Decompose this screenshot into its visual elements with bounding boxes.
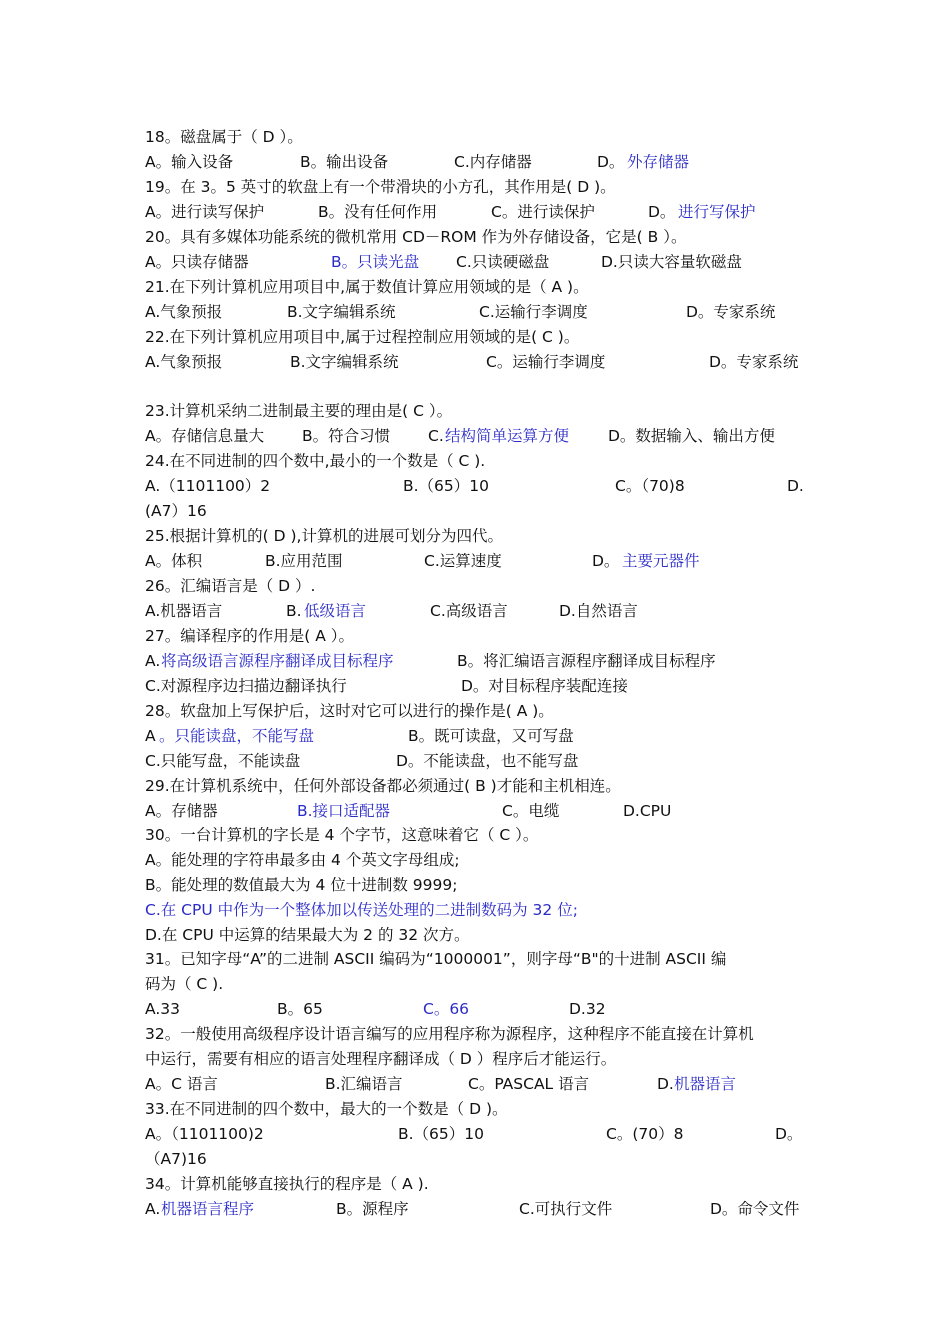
answer-highlight: 低级语言 <box>304 602 367 620</box>
answer-highlight: 机器语言程序 <box>161 1200 255 1218</box>
text-segment: 24.在不同进制的四个数中,最小的一个数是（ C ). <box>145 452 486 470</box>
text-segment: D。 <box>648 203 676 221</box>
text-segment: D.在 CPU 中运算的结果最大为 2 的 32 次方。 <box>145 926 470 944</box>
text-segment: D。专家系统 <box>686 303 776 321</box>
text-segment: C. <box>428 427 444 445</box>
text-segment: D。 <box>775 1125 803 1143</box>
answer-highlight: C。66 <box>423 1000 470 1018</box>
answer-highlight: B.接口适配器 <box>297 802 391 820</box>
text-segment: A。能处理的字符串最多由 4 个英文字母组成; <box>145 851 460 869</box>
text-segment: 27。编译程序的作用是( A ）。 <box>145 627 354 645</box>
text-segment: 30。一台计算机的字长是 4 个字节，这意味着它（ C ）。 <box>145 826 539 844</box>
text-segment: B。能处理的数值最大为 4 位十进制数 9999; <box>145 876 458 894</box>
text-segment: A。存储器 <box>145 802 218 820</box>
text-segment: C。(70）8 <box>606 1125 684 1143</box>
text-segment: B. <box>286 602 302 620</box>
text-segment: A。体积 <box>145 552 203 570</box>
text-segment: D.只读大容量软磁盘 <box>601 253 742 271</box>
text-segment: 33.在不同进制的四个数中，最大的一个数是（ D )。 <box>145 1100 508 1118</box>
answer-highlight: B。只读光盘 <box>331 253 420 271</box>
answer-highlight: 将高级语言源程序翻译成目标程序 <box>161 652 394 670</box>
text-segment: A。存储信息量大 <box>145 427 265 445</box>
text-segment: C.对源程序边扫描边翻译执行 <box>145 677 347 695</box>
text-segment: 22.在下列计算机应用项目中,属于过程控制应用领域的是( C )。 <box>145 328 580 346</box>
answer-highlight: 外存储器 <box>627 153 690 171</box>
text-segment: C。（70)8 <box>615 477 685 495</box>
text-segment: 21.在下列计算机应用项目中,属于数值计算应用领域的是（ A )。 <box>145 278 589 296</box>
text-segment: A <box>145 727 156 745</box>
text-segment: C.运输行李调度 <box>479 303 588 321</box>
text-segment: A。输入设备 <box>145 153 234 171</box>
text-segment: B.（65）10 <box>398 1125 485 1143</box>
text-segment: D.32 <box>569 1000 606 1018</box>
text-segment: 31。已知字母“A”的二进制 ASCII 编码为“1000001”，则字母“B"的十进制 ASCII 编 <box>145 950 727 968</box>
text-segment: 中运行，需要有相应的语言处理程序翻译成（ D ）程序后才能运行。 <box>145 1050 617 1068</box>
text-segment: B.文字编辑系统 <box>287 303 396 321</box>
text-segment: 20。具有多媒体功能系统的微机常用 CD－ROM 作为外存储设备，它是( B ）。 <box>145 228 687 246</box>
text-segment: B。符合习惯 <box>302 427 391 445</box>
text-segment: D. <box>657 1075 674 1093</box>
text-segment: C。PASCAL 语言 <box>468 1075 590 1093</box>
text-segment: C.运算速度 <box>424 552 502 570</box>
text-segment: D。命令文件 <box>710 1200 800 1218</box>
answer-highlight: 主要元器件 <box>622 552 700 570</box>
text-segment: A.（1101100）2 <box>145 477 271 495</box>
text-segment: C。电缆 <box>502 802 560 820</box>
text-segment: C。运输行李调度 <box>486 353 606 371</box>
text-segment: 32。一般使用高级程序设计语言编写的应用程序称为源程序，这种程序不能直接在计算机 <box>145 1025 754 1043</box>
text-segment: D。对目标程序装配连接 <box>461 677 628 695</box>
text-segment: (A7）16 <box>145 502 207 520</box>
text-segment: A.气象预报 <box>145 353 223 371</box>
text-segment: C.内存储器 <box>454 153 532 171</box>
text-segment: B.应用范围 <box>265 552 343 570</box>
text-segment: D。 <box>592 552 620 570</box>
text-segment: A。（1101100)2 <box>145 1125 264 1143</box>
text-segment: （A7)16 <box>145 1150 207 1168</box>
answer-highlight: 机器语言 <box>674 1075 737 1093</box>
text-segment: B。将汇编语言源程序翻译成目标程序 <box>457 652 716 670</box>
text-segment: D。数据输入、输出方便 <box>608 427 775 445</box>
answer-highlight: C.在 CPU 中作为一个整体加以传送处理的二进制数码为 32 位; <box>145 901 578 919</box>
text-segment: A。进行读写保护 <box>145 203 265 221</box>
text-segment: B。65 <box>277 1000 323 1018</box>
text-segment: 25.根据计算机的( D ),计算机的进展可划分为四代。 <box>145 527 503 545</box>
text-segment: 18。磁盘属于（ D ）。 <box>145 128 303 146</box>
text-segment: B.（65）10 <box>403 477 490 495</box>
text-segment: A。只读存储器 <box>145 253 249 271</box>
text-segment: A.机器语言 <box>145 602 223 620</box>
text-segment: A. <box>145 1200 161 1218</box>
text-segment: C.只读硬磁盘 <box>456 253 550 271</box>
text-segment: D. <box>787 477 804 495</box>
text-segment: B。输出设备 <box>300 153 389 171</box>
text-segment: B.文字编辑系统 <box>290 353 399 371</box>
answer-highlight: 结构简单运算方便 <box>445 427 570 445</box>
text-segment: 码为（ C ). <box>145 975 224 993</box>
answer-highlight: 进行写保护 <box>678 203 756 221</box>
text-segment: 26。汇编语言是（ D ）. <box>145 577 316 595</box>
text-segment: C.高级语言 <box>430 602 508 620</box>
text-segment: A.气象预报 <box>145 303 223 321</box>
text-segment: A. <box>145 652 161 670</box>
text-segment: D。专家系统 <box>709 353 799 371</box>
text-segment: A。C 语言 <box>145 1075 218 1093</box>
text-segment: B。既可读盘，又可写盘 <box>408 727 574 745</box>
text-segment: 23.计算机采纳二进制最主要的理由是( C ）。 <box>145 402 453 420</box>
text-segment: B。源程序 <box>336 1200 409 1218</box>
text-segment: C.只能写盘，不能读盘 <box>145 752 301 770</box>
text-segment: C。进行读保护 <box>491 203 595 221</box>
text-segment: 34。计算机能够直接执行的程序是（ A ). <box>145 1175 429 1193</box>
text-segment: C.可执行文件 <box>519 1200 613 1218</box>
text-segment: 28。软盘加上写保护后，这时对它可以进行的操作是( A )。 <box>145 702 554 720</box>
text-segment: D。不能读盘，也不能写盘 <box>396 752 579 770</box>
text-segment: 19。在 3。5 英寸的软盘上有一个带滑块的小方孔，其作用是( D )。 <box>145 178 616 196</box>
text-segment: D.CPU <box>623 802 672 820</box>
text-segment: 29.在计算机系统中，任何外部设备都必须通过( B )才能和主机相连。 <box>145 777 621 795</box>
text-segment: B.汇编语言 <box>325 1075 403 1093</box>
text-segment: A.33 <box>145 1000 180 1018</box>
text-segment: D。 <box>597 153 625 171</box>
answer-highlight: 。只能读盘，不能写盘 <box>159 727 315 745</box>
text-segment: B。没有任何作用 <box>318 203 438 221</box>
text-segment: D.自然语言 <box>559 602 638 620</box>
